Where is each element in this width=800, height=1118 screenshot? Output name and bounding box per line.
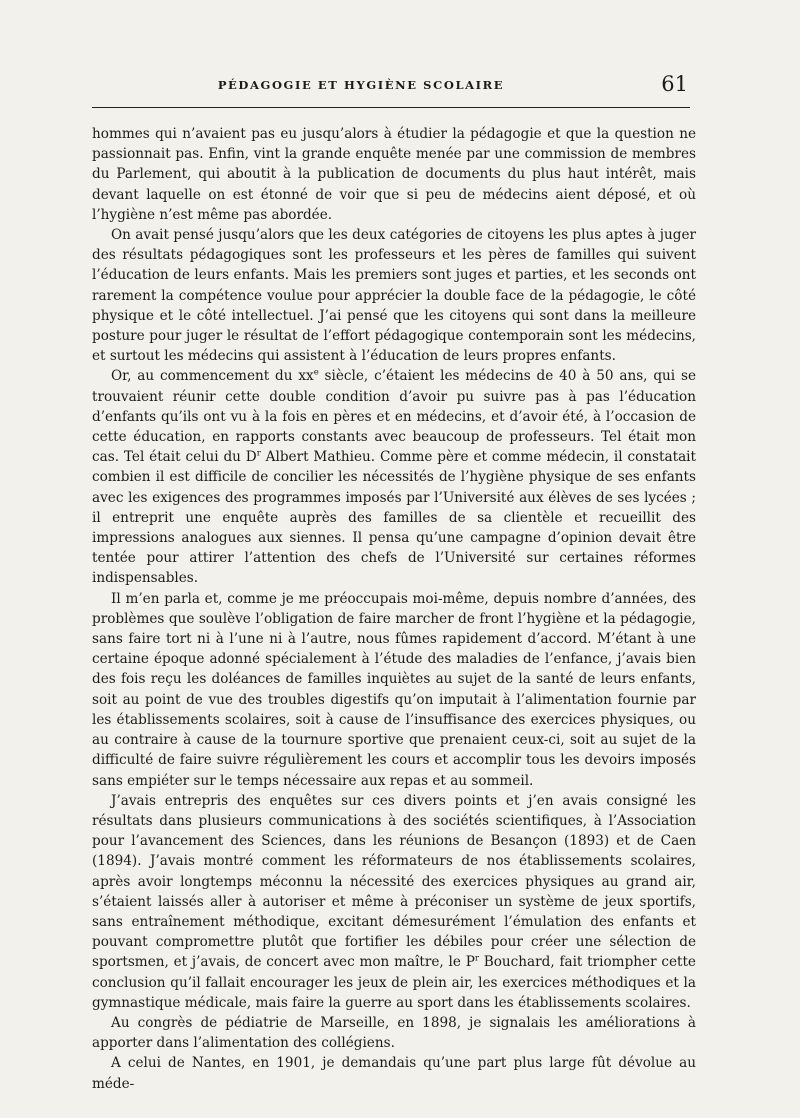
- page-number: 61: [661, 72, 688, 96]
- body-text: [92, 124, 696, 1094]
- paragraph-categories: On avait pensé jusqu’alors que les deux catégories de citoyens les plus aptes à juger des résultats pédagogiques sont les professeurs et les pères de familles qui suivent l’éducation de leurs enfants. Mais les premiers sont juges et parties, et les seconds ont rarement la compétence voulue pour apprécier la double face de la pédagogie, le côté physique et le côté intellectuel. J’ai pensé que les citoyens qui sont dans la meilleure posture pour juger le résultat de l’effort pédagogique contemporain sont les médecins, et surtout les médecins qui assistent à l’éducation de leurs propres enfants.: [92, 227, 696, 365]
- text-run: Bouchard, fait triompher cette conclusion qu’il fallait encourager les jeux de plein air, les exercices méthodiques et la gymnastique médicale, mais faire la guerre au sport dans les établissements scolaires.: [92, 954, 696, 1011]
- paragraph-continued: hommes qui n’avaient pas eu jusqu’alors à étudier la pédagogie et que la question ne passionnait pas. Enfin, vint la grande enquête menée par une commission de membres du Parlement, qui aboutit à la publication de documents du plus haut intérêt, mais devant laquelle on est étonné de voir que si peu de médecins aient déposé, et où l’hygiène n’est même pas abordée.: [92, 126, 696, 223]
- running-title: PÉDAGOGIE ET HYGIÈNE SCOLAIRE: [217, 78, 505, 92]
- paragraph-problems: Il m’en parla et, comme je me préoccupais moi-même, depuis nombre d’années, des problèmes que soulève l’obligation de faire marcher de front l’hygiène et la pédagogie, sans faire tort ni à l’une ni à l’autre, nous fûmes rapidement d’accord. M’étant à une certaine époque adonné spécialement à l’étude des maladies de l’enfance, j’avais bien des fois reçu les doléances de familles inquiètes au sujet de la santé de leurs enfants, soit au point de vue des troubles digestifs qu’on imputait à l’alimentation fournie par les établissements scolaires, soit à cause de l’insuffisance des exercices physiques, ou au contraire à cause de la tournure sportive que prenaient ceux-ci, soit au sujet de la difficulté de faire suivre régulièrement les cours et accomplir tous les devoirs imposés sans empiéter sur le temps nécessaire aux repas et au sommeil.: [92, 590, 696, 789]
- superscript: r: [256, 448, 261, 459]
- paragraph-marseille: Au congrès de pédiatrie de Marseille, en 1898, je signalais les améliorations à apporter dans l’alimentation des collégiens.: [92, 1014, 696, 1052]
- text-run: J’avais entrepris des enquêtes sur ces divers points et j’en avais consigné les résultats dans plusieurs communications à des sociétés scientifiques, à l’Association pour l’avancement des Sciences, dans les réunions de Besançon (1893) et de Caen (1894). J’avais montré comment les réformateurs de nos établissements scolaires, après avoir longtemps méconnu la nécessité des exercices physiques au grand air, s’étaient laissés aller à autoriser et même à préconiser un système de jeux sportifs, sans entraînement méthodique, excitant démesurément l’émulation des enfants et pouvant compromettre plutôt que fortifier les débiles pour créer une sélection de sportsmen, et j’avais, de concert avec mon maître, le P: [92, 792, 696, 971]
- paragraph-enquetes: [92, 791, 696, 1013]
- text-run: siècle, c’étaient les médecins de 40 à 50 ans, qui se trouvaient réunir cette double condition d’avoir pu suivre pas à pas l’éducation d’enfants qu’ils ont vu à la fois en pères et en médecins, et d’avoir été, à l’occasion de cette éducation, en rapports constants avec beaucoup de professeurs. Tel était mon cas. Tel était celui du D: [92, 368, 697, 466]
- paragraph-mathieu: [92, 366, 696, 588]
- superscript: r: [474, 953, 479, 964]
- running-head: [92, 70, 690, 100]
- text-run: Or, au commencement du xx: [111, 368, 314, 385]
- superscript: e: [313, 367, 319, 378]
- header-rule: [92, 107, 690, 108]
- paragraph-nantes: A celui de Nantes, en 1901, je demandais qu’une part plus large fût dévolue au méde-: [92, 1055, 696, 1092]
- text-run: Albert Mathieu. Comme père et comme médecin, il constatait combien il est difficile de concilier les nécessités de l’hygiène physique de ses enfants avec les exigences des programmes imposés par l’Université aux élèves de ses lycées ; il entreprit une enquête auprès des familles de sa clientèle et recueillit des impressions analogues aux siennes. Il pensa qu’une campagne d’opinion devait être tentée pour attirer l’attention des chefs de l’Université sur certaines réformes indispensables.: [92, 449, 696, 587]
